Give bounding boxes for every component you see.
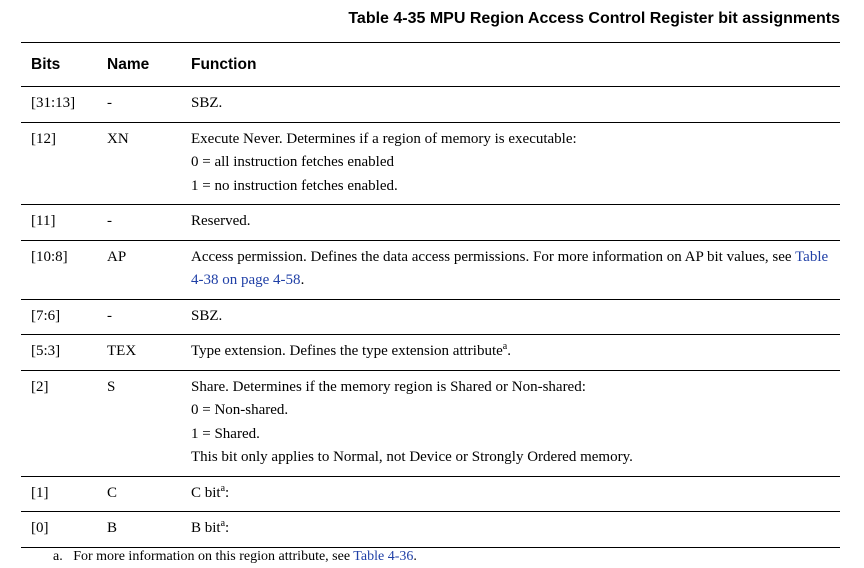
cell-bits: [1] [21, 476, 97, 512]
cross-reference-link[interactable]: Table 4-38 on page 4-58 [191, 248, 829, 288]
cell-name: - [97, 87, 181, 123]
function-text: SBZ. [191, 95, 223, 111]
table-row [21, 205, 840, 241]
cell-function [181, 299, 840, 335]
table-caption: Table 4-35 MPU Region Access Control Register bit assignments [348, 10, 840, 27]
function-line [191, 151, 840, 175]
cell-function [181, 512, 840, 548]
cell-name: - [97, 205, 181, 241]
function-text: Type extension. Defines the type extension attribute [191, 343, 503, 359]
function-text: This bit only applies to Normal, not Device or Strongly Ordered memory. [191, 449, 633, 465]
bit-assignment-table [21, 42, 840, 548]
cell-name: C [97, 476, 181, 512]
cell-bits: [10:8] [21, 240, 97, 299]
function-text: Access permission. Defines the data access permissions. For more information on AP bit values, see [191, 248, 792, 265]
function-text: 1 = Shared. [191, 425, 260, 442]
header-function: Function [181, 43, 840, 87]
function-line [191, 210, 840, 234]
cell-bits: [31:13] [21, 87, 97, 123]
cell-name: AP [97, 240, 181, 299]
function-text: Share. Determines if the memory region is Shared or Non-shared: [191, 378, 586, 395]
table-header-row [21, 43, 840, 87]
table-row [21, 335, 840, 371]
function-line [191, 423, 840, 447]
table-row [21, 299, 840, 335]
cell-name: S [97, 370, 181, 476]
cell-function [181, 122, 840, 205]
cell-function [181, 205, 840, 241]
cell-name: XN [97, 122, 181, 205]
function-text: SBZ. [191, 307, 223, 324]
cell-bits: [5:3] [21, 335, 97, 371]
function-line [191, 376, 840, 400]
function-text: C bit [191, 484, 221, 501]
cell-function [181, 240, 840, 299]
table-row [21, 87, 840, 123]
function-line [191, 482, 840, 506]
footnote-ref[interactable]: a [502, 341, 508, 352]
cell-name: B [97, 512, 181, 548]
table-row [21, 512, 840, 548]
header-bits: Bits [21, 43, 97, 87]
cell-bits: [7:6] [21, 299, 97, 335]
function-text: 0 = all instruction fetches enabled [191, 154, 394, 170]
footnote-end: . [413, 549, 417, 564]
footnote-marker: a. [53, 549, 63, 564]
function-line [191, 92, 840, 116]
cell-bits: [11] [21, 205, 97, 241]
function-end: : [225, 484, 230, 501]
function-line [191, 128, 840, 152]
cell-bits: [2] [21, 370, 97, 476]
function-end: : [225, 520, 230, 536]
function-line [191, 446, 840, 470]
function-text: Reserved. [191, 213, 251, 229]
cell-function [181, 370, 840, 476]
function-text: 0 = Non-shared. [191, 402, 289, 418]
table-row [21, 122, 840, 205]
header-name: Name [97, 43, 181, 87]
function-line [191, 246, 840, 293]
function-end: . [507, 343, 511, 359]
cell-function [181, 335, 840, 371]
footnote-link[interactable]: Table 4-36 [353, 549, 414, 564]
function-line [191, 399, 840, 423]
function-end: . [300, 272, 305, 288]
table-row [21, 476, 840, 512]
footnote [53, 549, 417, 565]
cell-bits: [0] [21, 512, 97, 548]
footnote-text: For more information on this region attribute, see [73, 549, 351, 564]
cell-bits: [12] [21, 122, 97, 205]
cell-function [181, 476, 840, 512]
function-text: 1 = no instruction fetches enabled. [191, 177, 398, 194]
function-line [191, 340, 840, 364]
footnote-ref[interactable]: a [220, 518, 226, 529]
table-row [21, 370, 840, 476]
function-line [191, 305, 840, 329]
function-text: B bit [191, 520, 221, 536]
function-text: Execute Never. Determines if a region of memory is executable: [191, 130, 577, 147]
cell-function [181, 87, 840, 123]
table-row [21, 240, 840, 299]
footnote-ref[interactable]: a [220, 482, 226, 494]
cell-name: TEX [97, 335, 181, 371]
cell-name: - [97, 299, 181, 335]
function-line [191, 517, 840, 541]
function-line [191, 175, 840, 199]
